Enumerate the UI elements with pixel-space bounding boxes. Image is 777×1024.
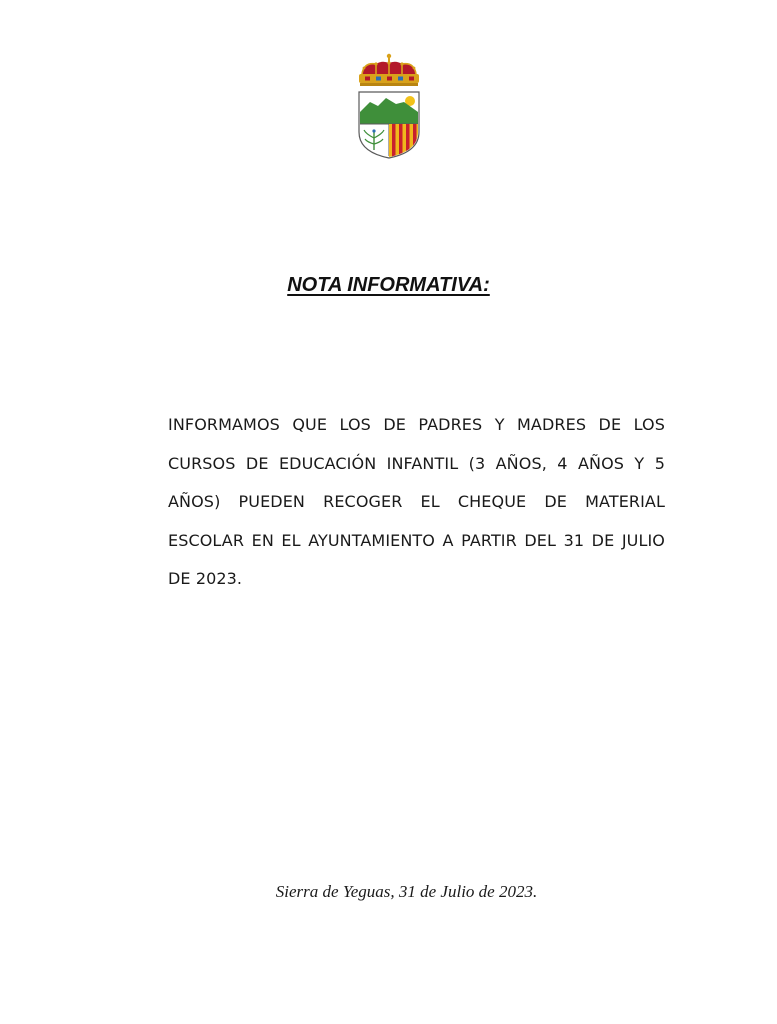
coat-of-arms-icon	[352, 52, 426, 160]
document-title: NOTA INFORMATIVA:	[287, 274, 490, 296]
shield-icon	[359, 92, 419, 158]
document-body: INFORMAMOS QUE LOS DE PADRES Y MADRES DE LOS CURSOS DE EDUCACIÓN INFANTIL (3 AÑOS, 4 AÑOS Y 5 AÑOS) PUEDEN RECOGER EL CHEQUE DE MATERIAL ESCOLAR EN EL AYUNTAMIENTO A PARTIR DEL 31 DE JULIO DE 2023.	[168, 415, 665, 589]
document-signature: Sierra de Yeguas, 31 de Julio de 2023.	[275, 882, 538, 901]
crown-icon	[359, 54, 419, 86]
